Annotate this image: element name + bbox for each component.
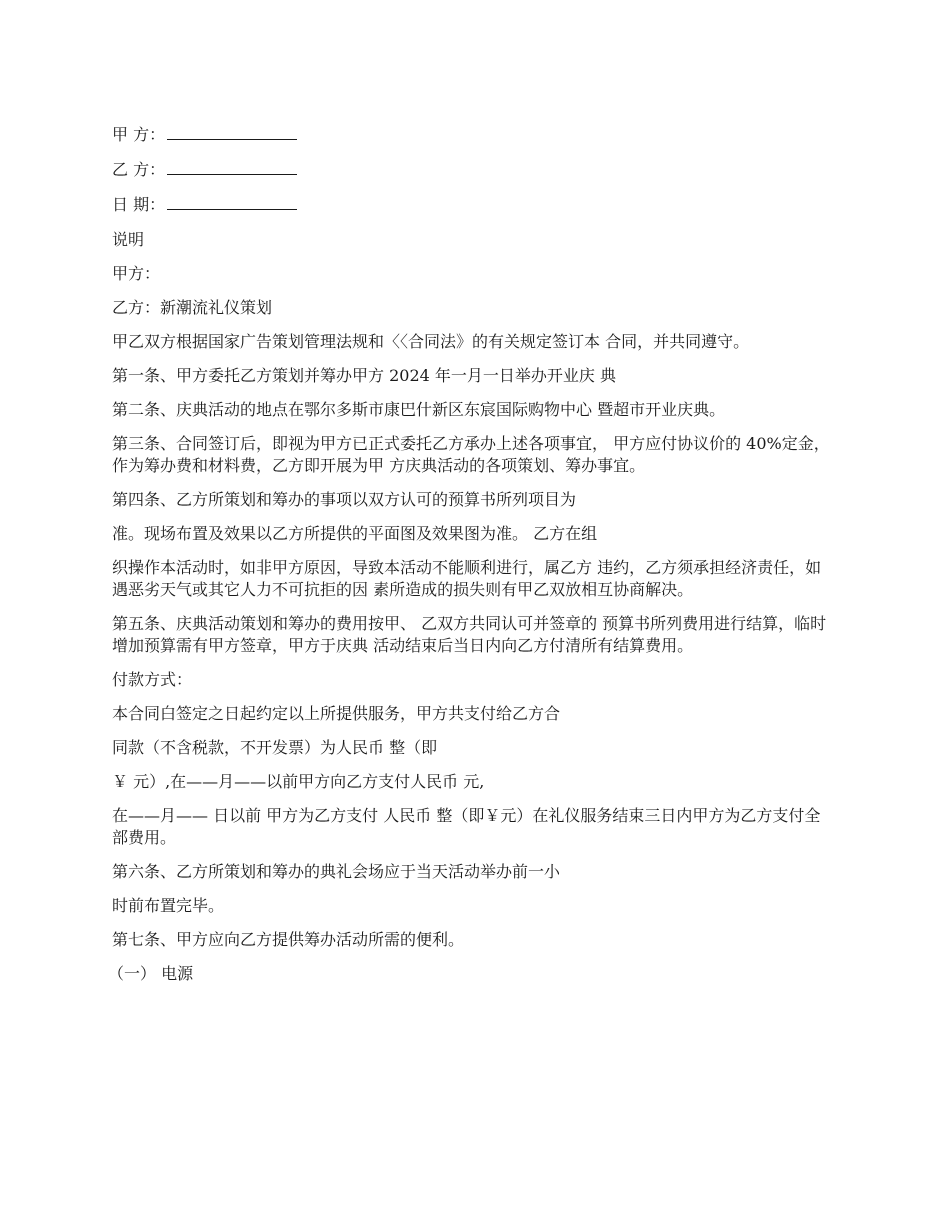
document-body xyxy=(108,124,832,997)
paragraph-item-power: （一） 电源 xyxy=(108,964,194,983)
date-field xyxy=(112,194,832,216)
paragraph-article-1: 第一条、甲方委托乙方策划并筹办甲方 2024 年一月一日举办开业庆 典 xyxy=(112,366,616,385)
party-a-field xyxy=(112,124,832,146)
paragraph-article-6-cont: 时前布置完毕。 xyxy=(112,896,225,915)
paragraph-article-4-cont-1: 准。现场布置及效果以乙方所提供的平面图及效果图为准。 乙方在组 xyxy=(112,524,598,543)
paragraph-article-6: 第六条、乙方所策划和筹办的典礼会场应于当天活动举办前一小 xyxy=(112,862,561,881)
paragraph-article-4-cont-2: 织操作本活动时，如非甲方原因，导致本活动不能顺利进行，属乙方 违约，乙方须承担经济责任，如遇恶劣天气或其它人力不可抗拒的因 素所造成的损失则有甲乙双放相互协商解决。 xyxy=(112,558,822,599)
paragraph-explanation: 说明 xyxy=(112,230,145,249)
paragraph-payment-1: 本合同白签定之日起约定以上所提供服务，甲方共支付给乙方合 xyxy=(112,704,561,723)
party-a-blank xyxy=(167,125,297,140)
paragraph-article-4: 第四条、乙方所策划和筹办的事项以双方认可的预算书所列项目为 xyxy=(112,490,577,509)
paragraph-payment-4: 在——月—— 日以前 甲方为乙方支付 人民币 整（即￥元）在礼仪服务结束三日内甲方为乙方支付全部费用。 xyxy=(112,806,821,847)
party-b-label: 乙 方： xyxy=(112,160,166,179)
paragraph-preamble: 甲乙双方根据国家广告策划管理法规和〈〈合同法》的有关规定签订本 合同，并共同遵守。 xyxy=(112,332,750,351)
paragraph-article-7: 第七条、甲方应向乙方提供筹办活动所需的便利。 xyxy=(112,930,465,949)
paragraph-payment-3: ￥ 元）,在——月——以前甲方向乙方支付人民币 元, xyxy=(112,772,485,791)
party-a-label: 甲 方： xyxy=(112,125,166,144)
paragraph-payment-heading: 付款方式： xyxy=(112,670,193,689)
paragraph-article-3: 第三条、合同签订后，即视为甲方已正式委托乙方承办上述各项事宜， 甲方应付协议价的 40%定金，作为筹办费和材料费，乙方即开展为甲 方庆典活动的各项策划、筹办事宜。 xyxy=(112,434,830,475)
party-b-field xyxy=(112,159,832,181)
date-label: 日 期： xyxy=(112,195,166,214)
paragraph-payment-2: 同款（不含税款，不开发票）为人民币 整（即 xyxy=(112,738,438,757)
paragraph-party-b: 乙方：新潮流礼仪策划 xyxy=(112,298,273,317)
paragraph-article-2: 第二条、庆典活动的地点在鄂尔多斯市康巴什新区东宸国际购物中心 暨超市开业庆典。 xyxy=(112,400,726,419)
paragraph-party-a: 甲方： xyxy=(112,264,161,283)
date-blank xyxy=(167,195,297,210)
paragraph-article-5: 第五条、庆典活动策划和筹办的费用按甲、 乙双方共同认可并签章的 预算书所列费用进行结算，临时增加预算需有甲方签章，甲方于庆典 活动结束后当日内向乙方付清所有结算费用。 xyxy=(112,614,827,655)
party-b-blank xyxy=(167,160,297,175)
